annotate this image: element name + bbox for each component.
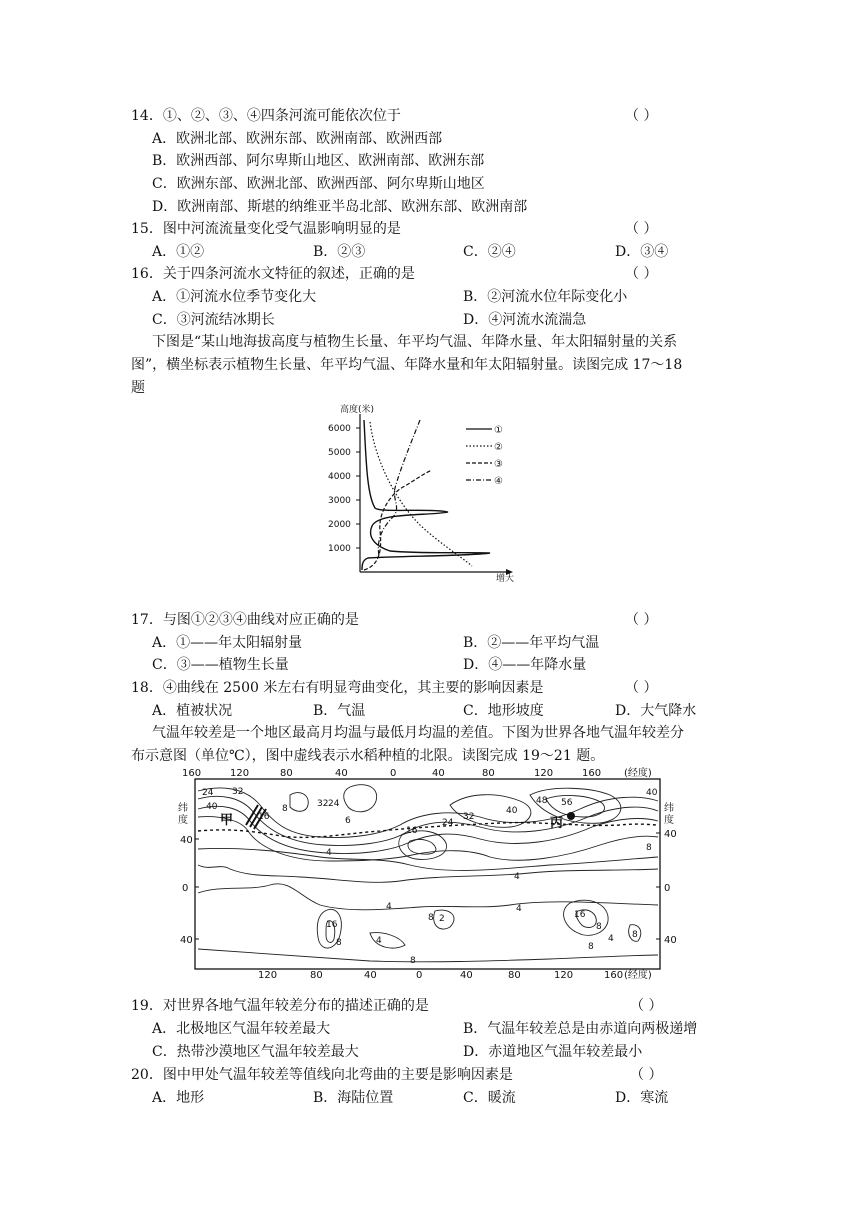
- iso-label-12: 40: [506, 806, 518, 816]
- bottom-lon-0: 120: [258, 970, 278, 981]
- top-longitude-labels: [182, 766, 652, 779]
- iso-label-10: 24: [442, 818, 454, 828]
- bottom-lon-2: 40: [364, 970, 377, 981]
- bottom-lon-6: 120: [554, 970, 574, 981]
- q15-option-b: B．②③: [313, 244, 366, 260]
- q19-option-d: D．赤道地区气温年较差最小: [463, 1044, 643, 1060]
- legend-3: ③: [494, 459, 503, 470]
- intro-17-18-line3: 题: [131, 380, 145, 396]
- lat-axis-left: 纬: [178, 803, 188, 814]
- q14-option-a: A．欧洲北部、欧洲东部、欧洲南部、欧洲西部: [152, 131, 443, 147]
- q19-option-a: A．北极地区气温年较差最大: [152, 1021, 331, 1037]
- q14-stem: 14．①、②、③、④四条河流可能依次位于: [131, 108, 401, 124]
- label-jia: 甲: [220, 813, 234, 828]
- iso-label-5: 16: [258, 812, 270, 822]
- iso-label-2: 40: [206, 802, 218, 812]
- bottom-lon-unit: (经度): [624, 970, 652, 981]
- map-frame: [195, 779, 660, 969]
- iso-label-11: 32: [463, 812, 475, 822]
- q18-stem: 18．④曲线在 2500 米左右有明显弯曲变化，其主要的影响因素是: [131, 680, 544, 696]
- q17-option-d: D．④——年降水量: [463, 657, 587, 673]
- q14-option-c: C．欧洲东部、欧洲北部、欧洲西部、阿尔卑斯山地区: [152, 176, 485, 192]
- q17-option-a: A．①——年太阳辐射量: [152, 635, 303, 651]
- q14-option-b: B．欧洲西部、阿尔卑斯山地区、欧洲南部、欧洲东部: [152, 153, 485, 169]
- top-lon-unit: (经度): [624, 768, 652, 779]
- q18-option-c: C．地形坡度: [463, 703, 544, 719]
- iso-label-9: 16: [406, 826, 418, 836]
- iso-label-22: 2: [439, 914, 445, 924]
- q20-stem: 20．图中甲处气温年较差等值线向北弯曲的主要是影响因素是: [131, 1067, 513, 1083]
- y-tick-label-1000: 1000: [328, 544, 351, 554]
- q19-option-c: C．热带沙漠地区气温年较差最大: [152, 1044, 359, 1060]
- top-lon-4: 0: [390, 768, 397, 779]
- iso-label-7: 4: [326, 848, 332, 858]
- intro-17-18-line1: 下图是“某山地海拔高度与植物生长量、年平均气温、年降水量、年太阳辐射量的关系: [152, 334, 678, 350]
- y-tick-label-2000: 2000: [328, 520, 351, 530]
- bottom-lon-1: 80: [310, 970, 323, 981]
- iso-label-3: 32: [317, 799, 329, 809]
- q18-option-b: B．气温: [313, 703, 366, 719]
- q19-answer-bracket: （ ）: [630, 998, 663, 1014]
- q16-option-c: C．③河流结冰期长: [152, 312, 275, 328]
- iso-label-21: 8: [596, 922, 602, 932]
- q16-stem: 16．关于四条河流水文特征的叙述，正确的是: [131, 266, 415, 282]
- curve-3: [364, 470, 432, 570]
- q20-option-b: B．海陆位置: [313, 1090, 394, 1106]
- q17-stem: 17．与图①②③④曲线对应正确的是: [131, 612, 359, 628]
- chart-xlabel: 增大: [496, 574, 515, 584]
- q20-option-d: D．寒流: [615, 1090, 669, 1106]
- q15-option-d: D．③④: [615, 244, 669, 260]
- intro-19-21-line1: 气温年较差是一个地区最高月均温与最低月均温的差值。下图为世界各地气温年较差分: [152, 725, 684, 741]
- legend-2: ②: [494, 442, 503, 453]
- chart-ylabel: 高度(米): [340, 405, 375, 415]
- q15-option-a: A．①②: [152, 244, 205, 260]
- q20-option-c: C．暖流: [463, 1090, 516, 1106]
- rice-north-limit: [198, 823, 658, 838]
- iso-label-26: 4: [376, 936, 382, 946]
- y-tick-label-3000: 3000: [328, 496, 351, 506]
- q16-option-d: D．④河流水流湍急: [463, 312, 587, 328]
- q18-option-a: A．植被状况: [152, 703, 233, 719]
- q20-option-a: A．地形: [152, 1090, 205, 1106]
- lat-40n-right: 40: [664, 829, 677, 840]
- q16-option-a: A．①河流水位季节变化大: [152, 289, 317, 305]
- iso-label-18: 4: [386, 902, 392, 912]
- bottom-lon-4: 40: [460, 970, 473, 981]
- iso-label-27: 8: [588, 942, 594, 952]
- altitude-chart: [320, 400, 520, 582]
- iso-label-6: 8: [282, 804, 288, 814]
- y-ticks: [328, 424, 360, 554]
- q19-stem: 19．对世界各地气温年较差分布的描述正确的是: [131, 998, 429, 1014]
- bottom-lon-5: 80: [508, 970, 521, 981]
- iso-label-25: 8: [336, 938, 342, 948]
- isoline-labels: [202, 787, 658, 966]
- curve-2: [370, 422, 472, 566]
- temperature-range-map: [150, 765, 690, 981]
- iso-label-0: 24: [202, 788, 214, 798]
- svg-text:度: 度: [178, 815, 188, 826]
- bottom-lon-3: 0: [416, 970, 423, 981]
- q16-option-b: B．②河流水位年际变化小: [463, 289, 628, 305]
- top-lon-1: 120: [230, 768, 250, 779]
- iso-label-23: 8: [428, 913, 434, 923]
- bing-point: [567, 812, 575, 820]
- iso-label-14: 56: [561, 798, 573, 808]
- q15-option-c: C．②④: [463, 244, 516, 260]
- iso-label-19: 4: [516, 904, 522, 914]
- lat-0-right: 0: [664, 883, 671, 894]
- top-lon-3: 40: [335, 768, 348, 779]
- lat-0-left: 0: [182, 883, 189, 894]
- svg-text:度: 度: [664, 815, 674, 826]
- legend-4: ④: [494, 476, 503, 487]
- intro-17-18-line2: 图”，横坐标表示植物生长量、年平均气温、年降水量和年太阳辐射量。读图完成 17～18: [131, 357, 683, 373]
- q15-answer-bracket: （ ）: [625, 221, 658, 237]
- iso-label-30: 8: [410, 956, 416, 966]
- q18-option-d: D．大气降水: [615, 703, 697, 719]
- top-lon-8: 160: [582, 768, 602, 779]
- lat-40s-right: 40: [664, 935, 677, 946]
- y-tick-label-6000: 6000: [328, 424, 351, 434]
- iso-label-28: 8: [632, 930, 638, 940]
- iso-label-16: 8: [646, 843, 652, 853]
- q14-option-d: D．欧洲南部、斯堪的纳维亚半岛北部、欧洲东部、欧洲南部: [152, 199, 528, 215]
- q19-option-b: B．气温年较差总是由赤道向两极递增: [463, 1021, 698, 1037]
- iso-label-24: 16: [326, 920, 338, 930]
- bottom-longitude-labels: [258, 968, 652, 981]
- lat-40s-left: 40: [180, 935, 193, 946]
- iso-label-29: 4: [608, 934, 614, 944]
- intro-19-21-line2: 布示意图（单位℃），图中虚线表示水稻种植的北限。读图完成 19～21 题。: [131, 748, 605, 764]
- legend-1: ①: [494, 425, 503, 436]
- iso-label-8: 6: [345, 816, 351, 826]
- iso-label-15: 40: [646, 788, 658, 798]
- q14-answer-bracket: （ ）: [625, 108, 658, 124]
- top-lon-2: 80: [280, 768, 293, 779]
- y-tick-label-5000: 5000: [328, 448, 351, 458]
- q16-answer-bracket: （ ）: [625, 266, 658, 282]
- curve-1: [362, 420, 490, 570]
- q17-answer-bracket: （ ）: [625, 612, 658, 628]
- q17-option-c: C．③——植物生长量: [152, 657, 289, 673]
- iso-label-1: 32: [232, 787, 244, 797]
- q18-answer-bracket: （ ）: [625, 680, 658, 696]
- q15-stem: 15．图中河流流量变化受气温影响明显的是: [131, 221, 401, 237]
- y-tick-label-4000: 4000: [328, 472, 351, 482]
- label-bing: 丙: [550, 816, 564, 831]
- top-lon-0: 160: [182, 768, 202, 779]
- lat-axis-right: 纬: [664, 803, 674, 814]
- top-lon-6: 80: [482, 768, 495, 779]
- iso-label-4: 24: [328, 799, 340, 809]
- q20-answer-bracket: （ ）: [630, 1067, 663, 1083]
- iso-label-17: 4: [514, 872, 520, 882]
- lat-40n-left: 40: [180, 835, 193, 846]
- bottom-lon-7: 160: [604, 970, 624, 981]
- iso-label-13: 48: [536, 796, 548, 806]
- iso-label-20: 16: [574, 910, 586, 920]
- q17-option-b: B．②——年平均气温: [463, 635, 600, 651]
- top-lon-7: 120: [534, 768, 554, 779]
- chart-legend: [466, 425, 503, 487]
- top-lon-5: 40: [432, 768, 445, 779]
